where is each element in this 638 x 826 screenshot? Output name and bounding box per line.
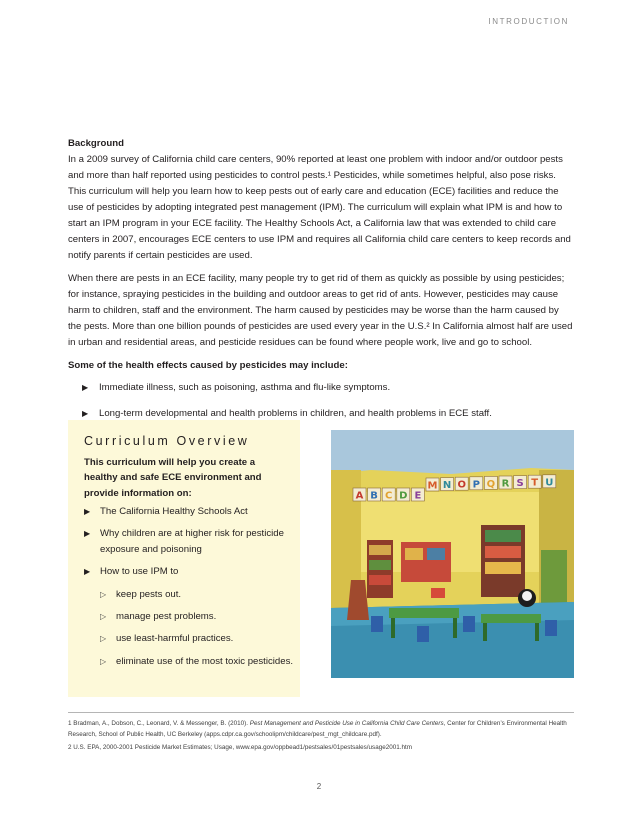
panda-face <box>522 591 532 601</box>
health-effects-list <box>68 380 574 422</box>
footnote-1-title: Pest Management and Pesticide Use in California Child Care Centers <box>249 720 444 727</box>
list-item-text: Long-term developmental and health problems in children, and health problems in ECE staff. <box>99 408 492 419</box>
table-leg <box>483 623 487 641</box>
list-item-text: The California Healthy Schools Act <box>100 506 248 517</box>
chair <box>371 616 383 632</box>
list-item <box>84 526 294 557</box>
classroom-photo <box>331 430 574 678</box>
bullet-arrow-icon: ▶ <box>82 383 89 392</box>
sub-list-item-text: use least-harmful practices. <box>116 633 234 645</box>
alphabet-letter: U <box>545 477 554 489</box>
footnote-1 <box>68 718 574 740</box>
background-paragraph-1 <box>68 136 574 264</box>
alphabet-letter: T <box>531 477 539 489</box>
list-item <box>84 504 294 519</box>
footnote-2: 2 U.S. EPA, 2000-2001 Pesticide Market Estimates; Usage, www.epa.gov/oppbead1/pestsales/01pestsales/usage2001.htm <box>68 744 412 751</box>
page-number: 2 <box>316 782 322 791</box>
background-paragraph-1-text: In a 2009 survey of California child care centers, 90% reported at least one problem with indoor and/or outdoor pests and more than half reported using pesticides to control pests.¹ Pesticides, while sometimes helpful, also pose risks. This curriculum will help you learn how to keep pests out of early care and education (ECE) facilities and reduce the use of pesticides by adopting integrated pest management (IPM). The curriculum will explain what IPM is and how to start an IPM program in your ECE facility. The Healthy Schools Act, a California law that was extended to child care centers in 2007, encourages ECE centers to use IPM and requires all California child care centers to keep records and notify parents if certain pesticides are used. <box>68 154 571 261</box>
alphabet-letter: O <box>457 479 466 491</box>
list-item-text: Immediate illness, such as poisoning, asthma and flu-like symptoms. <box>99 382 391 393</box>
bullet-arrow-icon: ▶ <box>84 507 91 516</box>
cabinet-door <box>427 548 445 560</box>
toy-box <box>431 588 445 598</box>
sub-list-item-text: manage pest problems. <box>116 611 217 623</box>
overview-title: Curriculum Overview <box>84 434 250 448</box>
curriculum-overview-box <box>68 420 300 697</box>
section-label: INTRODUCTION <box>488 17 569 26</box>
alphabet-letter: P <box>472 479 480 491</box>
sub-bullet-triangle-icon: ▷ <box>100 612 107 622</box>
alphabet-letter: M <box>427 480 438 492</box>
alphabet-letter: S <box>516 478 524 490</box>
list-item <box>84 564 294 669</box>
table-leg <box>535 623 539 641</box>
sub-list-item <box>100 609 294 624</box>
health-effects-heading: Some of the health effects caused by pesticides may include: <box>68 360 348 371</box>
ceiling <box>331 430 574 474</box>
list-item-text: How to use IPM to <box>100 566 179 578</box>
chair <box>545 620 557 636</box>
bookshelf-row <box>485 546 521 558</box>
alphabet-letter: E <box>414 490 422 502</box>
alphabet-letter: Q <box>486 478 496 490</box>
chair <box>417 626 429 642</box>
sub-list-item <box>100 587 294 602</box>
sub-bullet-triangle-icon: ▷ <box>100 589 107 599</box>
table-leg <box>391 618 395 638</box>
classroom-illustration <box>331 430 574 678</box>
table <box>481 614 541 623</box>
cabinet-door <box>405 548 423 560</box>
footnote-1-prefix: 1 Bradman, A., Dobson, C., Leonard, V. & Messenger, B. (2010). <box>68 720 250 727</box>
chair <box>463 616 475 632</box>
footnote-1-suffix: , Center for Children’s Environmental Health Research, School of Public Health, UC Berkeley (apps.cdpr.ca.gov/schoolipm/childcare/pest_mgt_childcare.pdf). <box>68 720 567 738</box>
bullet-arrow-icon: ▶ <box>84 567 91 577</box>
bullet-arrow-icon: ▶ <box>84 529 91 539</box>
sub-list-item <box>100 631 294 646</box>
sub-bullet-triangle-icon: ▷ <box>100 634 107 644</box>
background-heading: Background <box>68 138 124 149</box>
sub-list-item-text: keep pests out. <box>116 588 182 600</box>
list-item <box>68 380 574 396</box>
list-item-text: Why children are at higher risk for pesticide exposure and poisoning <box>100 528 284 555</box>
background-paragraph-2: When there are pests in an ECE facility, many people try to get rid of them as quickly as possible by using pesticides; for instance, spraying pesticides in the building and outdoor areas to get rid of ants. However, pesticides may cause harm to children, staff and the environment. The harm caused by pesticides may be worse than the harm caused by the pests. More than one billion pounds of pesticides are used every year in the U.S.² In California almost half are used in urban and residential areas, and pesticide residues can be found where people work, live and go to school. <box>68 273 573 348</box>
footnotes <box>68 712 574 755</box>
bullet-arrow-icon: ▶ <box>82 409 89 418</box>
alphabet-letter: D <box>399 490 408 502</box>
storage-unit <box>541 550 567 610</box>
shelf-bin <box>369 560 391 570</box>
ipm-sublist <box>100 587 294 670</box>
sub-bullet-triangle-icon: ▷ <box>100 656 107 666</box>
background-section <box>68 136 574 432</box>
sub-list-item <box>100 654 294 669</box>
sub-list-item-text: eliminate use of the most toxic pesticides. <box>116 655 294 667</box>
table-leg <box>453 618 457 638</box>
alphabet-letter: A <box>355 490 364 502</box>
overview-intro: This curriculum will help you create a healthy and safe ECE environment and provide information on: <box>84 457 262 499</box>
overview-list <box>84 504 294 676</box>
alphabet-letter: N <box>442 480 452 492</box>
bookshelf-row <box>485 562 521 574</box>
shelf-bin <box>369 545 391 555</box>
alphabet-letter: R <box>501 478 510 490</box>
shelf-bin <box>369 575 391 585</box>
alphabet-letter: C <box>385 490 393 502</box>
alphabet-letter: B <box>370 490 378 502</box>
bookshelf-row <box>485 530 521 542</box>
table <box>389 608 459 618</box>
